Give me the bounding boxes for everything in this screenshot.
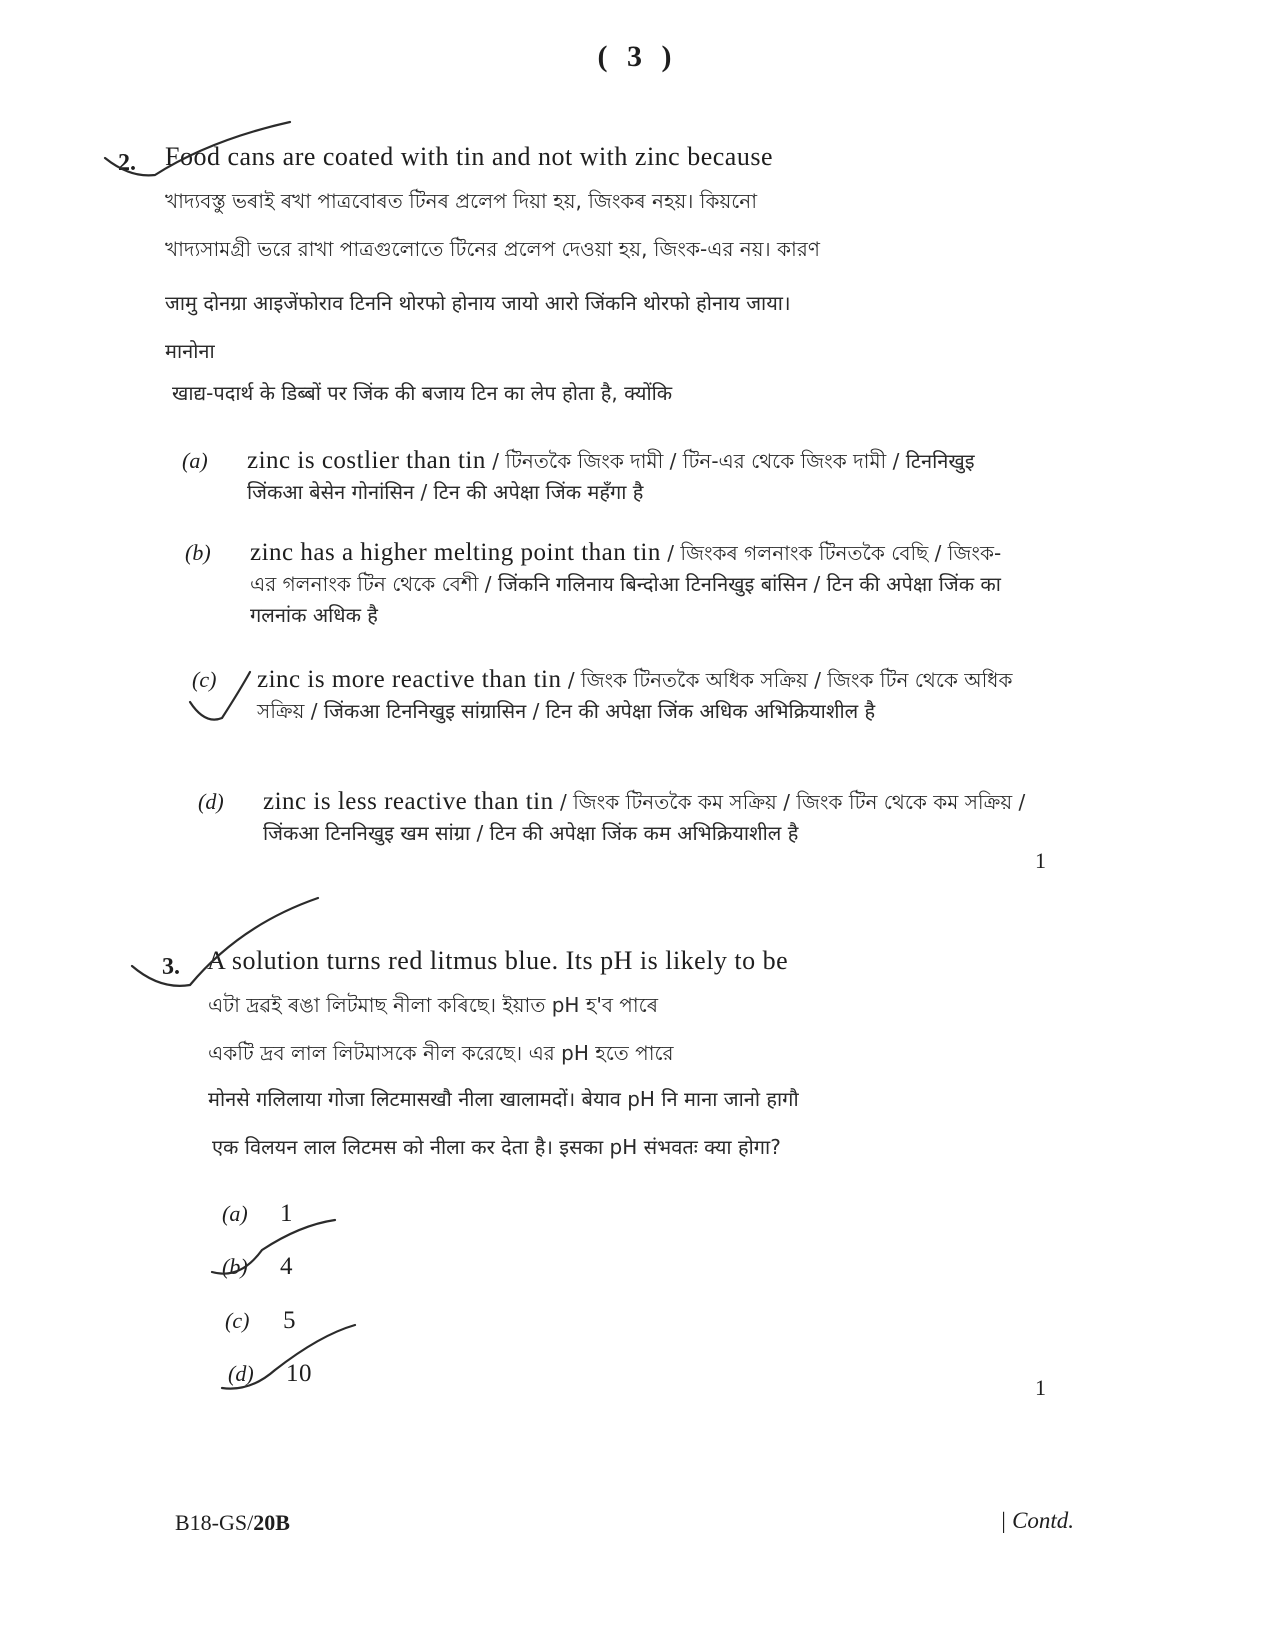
- question-stem-hindi: खाद्य-पदार्थ के डिब्बों पर जिंक की बजाय टिन का लेप होता है, क्योंकि: [172, 381, 673, 405]
- option-value: 4: [280, 1253, 293, 1280]
- question-stem-bengali: একটি দ্রব লাল লিটমাসকে নীল করেছে। এর pH হতে পারে: [208, 1041, 674, 1065]
- question-stem-bengali: খাদ্যসামগ্রী ভরে রাখা পাত্রগুলোতে টিনের প্রলেপ দেওয়া হয়, জিংক-এর নয়। কারণ: [165, 237, 820, 261]
- paper-code-suffix: 20B: [253, 1510, 290, 1535]
- paper-code: [175, 1510, 290, 1536]
- option-label: (c): [225, 1308, 250, 1333]
- page-number: ( 3 ): [597, 40, 678, 73]
- option-text-translations: / টিনতকৈ জিংক দামী / টিন-এর থেকে জিংক দামী / टिननिखुइ जिंकआ बेसेन गोनांसिन / टिन की अपेक्षा जिंक महँगा है: [247, 449, 975, 504]
- option-value: 5: [283, 1307, 296, 1334]
- question-stem-assamese: খাদ্যবস্তু ভৰাই ৰখা পাত্ৰবোৰত টিনৰ প্ৰলেপ দিয়া হয়, জিংকৰ নহয়। কিয়নো: [165, 189, 758, 213]
- continued-label: | Contd.: [1000, 1508, 1075, 1533]
- option-label: (d): [228, 1361, 254, 1386]
- option-text-english: zinc is costlier than tin: [247, 447, 486, 474]
- marks: 1: [1035, 848, 1046, 873]
- option-label: (b): [222, 1254, 248, 1279]
- question-stem-assamese: এটা দ্ৰৱই ৰঙা লিটমাছ নীলা কৰিছে। ইয়াত pH হ'ব পাৰে: [208, 993, 658, 1017]
- question-number: 3.: [162, 954, 180, 980]
- option-text-english: zinc is less reactive than tin: [263, 788, 554, 815]
- option-label: (b): [185, 540, 211, 565]
- option-label: (d): [198, 789, 224, 814]
- option-value: 1: [280, 1200, 293, 1227]
- question-stem-english: A solution turns red litmus blue. Its pH is likely to be: [207, 946, 789, 975]
- question-stem-english: Food cans are coated with tin and not with zinc because: [165, 142, 773, 171]
- option-text-translations: / জিংক টিনতকৈ অধিক সক্রিয় / জিংক টিন থেকে অধিক সক্রিয় / जिंकआ टिननिखुइ सांग्रासिन / टिन की अपेक्षा जिंक अधिक अभिक्रियाशील है: [257, 668, 1013, 723]
- option-text-translations: / জিংক টিনতকৈ কম সক্রিয় / জিংক টিন থেকে কম সক্রিয় / जिंकआ टिननिखुइ खम सांग्रा / टिन की अपेक्षा जिंक कम अभिक्रियाशील है: [263, 790, 1026, 845]
- question-number: 2.: [118, 150, 136, 176]
- option-label: (c): [192, 667, 217, 692]
- question-stem-bodo: मोनसे गलिलाया गोजा लिटमासखौ नीला खालामदों। बेयाव pH नि माना जानो हागौ: [208, 1087, 799, 1111]
- option-value: 10: [286, 1360, 312, 1387]
- marks: 1: [1035, 1375, 1046, 1400]
- option-text-translations: / জিংকৰ গলনাংক টিনতকৈ বেছি / জিংক-এর গলনাংক টিন থেকে বেশী / जिंकनि गलिनाय बिन्दोआ टिननिखुइ बांसिन / टिन की अपेक्षा जिंक का गलनांक अधिक है: [250, 541, 1002, 627]
- paper-code-prefix: B18-GS/: [175, 1510, 254, 1535]
- question-stem-bodo-cont: मानोना: [165, 339, 215, 363]
- option-label: (a): [182, 448, 208, 473]
- option-text-english: zinc has a higher melting point than tin: [250, 539, 661, 566]
- question-stem-bodo: जामु दोनग्रा आइजेंफोराव टिननि थोरफो होनाय जायो आरो जिंकनि थोरफो होनाय जाया।: [165, 291, 791, 315]
- option-text-english: zinc is more reactive than tin: [257, 666, 562, 693]
- option-label: (a): [222, 1201, 248, 1226]
- question-stem-hindi: एक विलयन लाल लिटमस को नीला कर देता है। इसका pH संभवतः क्या होगा?: [212, 1135, 781, 1159]
